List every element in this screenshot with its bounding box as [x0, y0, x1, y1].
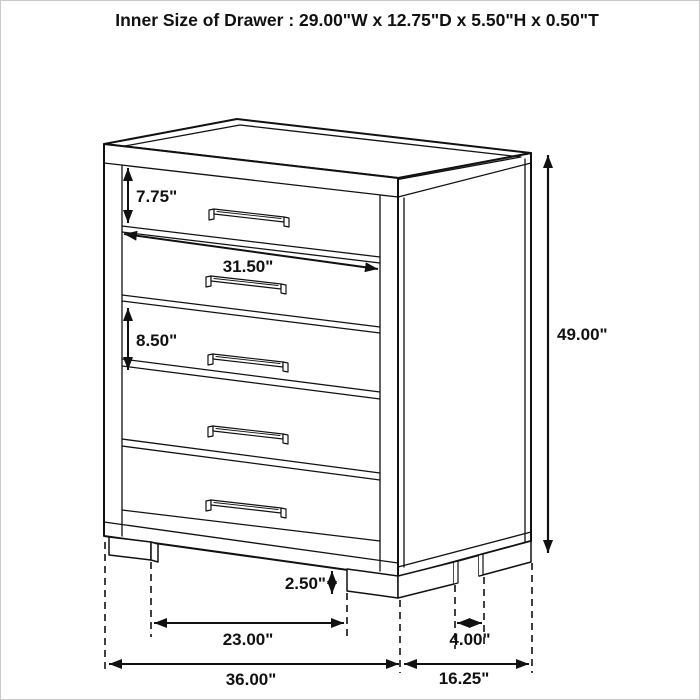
dimension-overall-width: [109, 664, 399, 689]
dimension-leg-height: [285, 571, 332, 594]
diagram-title: Inner Size of Drawer : 29.00"W x 12.75"D x 5.50"H x 0.50"T: [115, 10, 599, 30]
chest-dimension-diagram: [1, 1, 700, 700]
dimension-label-overall-width: 36.00": [225, 670, 277, 689]
side-panel: [398, 153, 531, 577]
dimension-label-middle-drawer-height: 8.50": [136, 331, 178, 350]
dimension-label-opening-width: 31.50": [222, 257, 274, 276]
dimension-label-top-drawer-height: 7.75": [136, 187, 178, 206]
dimension-label-overall-depth: 16.25": [438, 669, 490, 688]
dimension-front-leg-spacing: [154, 623, 344, 649]
dimension-label-leg-height: 2.50": [284, 574, 326, 593]
dimension-label-front-leg-spacing: 23.00": [222, 630, 274, 649]
dimension-overall-depth: [404, 664, 529, 688]
dimension-label-side-leg-spacing: 4.00": [449, 630, 491, 649]
dimension-label-overall-height: 49.00": [557, 325, 608, 344]
dimension-overall-height: [548, 155, 608, 553]
